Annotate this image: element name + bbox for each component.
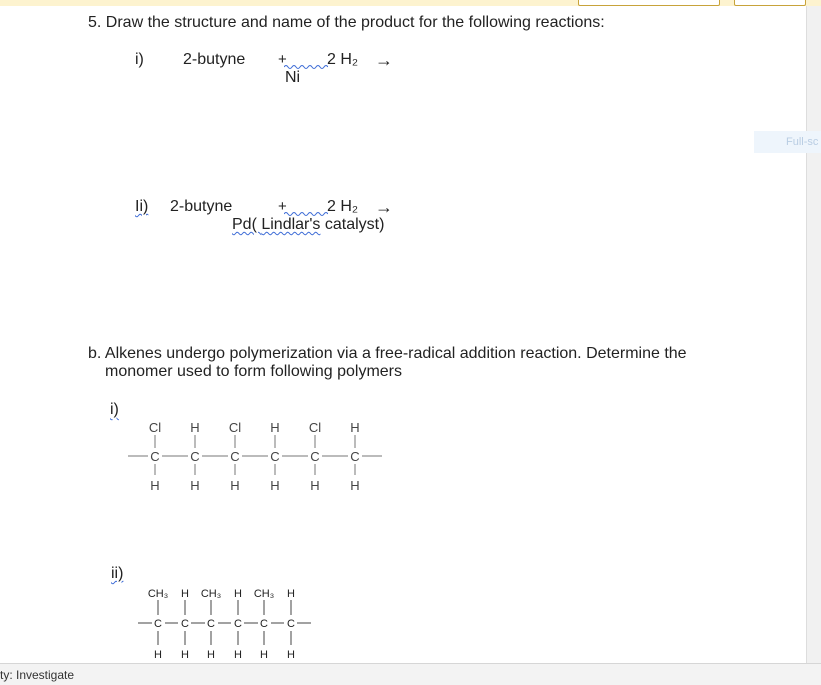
catalyst-prefix: Pd( — [232, 216, 262, 233]
polymer-i-top-2: H — [190, 420, 200, 435]
polymer-ii-structure — [130, 585, 320, 663]
polymer-ii-carbon-5: C — [260, 618, 268, 630]
polymer-i-top-6: H — [350, 420, 360, 435]
polymer-ii-bottom-4: H — [234, 649, 242, 661]
reaction-i-reagent: 2 H₂ — [327, 51, 359, 68]
reaction-i-number: i) — [135, 51, 144, 68]
question-5-heading: 5. Draw the structure and name of the product for the following reactions: — [88, 14, 605, 31]
catalyst-name: Lindlar's — [261, 216, 321, 233]
polymer-i-bottom-4: H — [270, 478, 280, 493]
polymer-i-carbon-1: C — [150, 449, 160, 464]
polymer-i-top-3: Cl — [228, 420, 242, 435]
polymer-ii-carbon-2: C — [181, 618, 189, 630]
fullscreen-button[interactable]: Full-sc — [754, 131, 821, 153]
polymer-i-structure — [120, 415, 390, 495]
reaction-ii-reagent: 2 H₂ — [327, 198, 359, 215]
polymer-i-bottom-3: H — [230, 478, 240, 493]
polymer-ii-top-1: CH₃ — [147, 588, 169, 600]
accessibility-status[interactable]: ty: Investigate — [0, 668, 75, 682]
polymer-i-top-5: Cl — [308, 420, 322, 435]
polymer-ii-bottom-2: H — [181, 649, 189, 661]
polymer-i-carbon-4: C — [270, 449, 280, 464]
polymer-ii-bottom-5: H — [260, 649, 268, 661]
polymer-ii-top-3: CH₃ — [200, 588, 222, 600]
polymer-ii-number: ii) — [111, 565, 124, 582]
polymer-i-bottom-5: H — [310, 478, 320, 493]
polymer-i-carbon-3: C — [230, 449, 240, 464]
polymer-i-carbon-6: C — [350, 449, 360, 464]
polymer-ii-bottom-6: H — [287, 649, 295, 661]
vertical-scrollbar[interactable] — [806, 6, 821, 663]
polymer-i-carbon-5: C — [310, 449, 320, 464]
polymer-i-top-1: Cl — [148, 420, 162, 435]
polymer-ii-carbon-4: C — [234, 618, 242, 630]
polymer-ii-top-6: H — [287, 588, 295, 600]
polymer-i-carbon-2: C — [190, 449, 200, 464]
part-b-line-1: b. Alkenes undergo polymerization via a free-radical addition reaction. Determine the — [88, 345, 687, 362]
reaction-i-plus: + — [278, 51, 287, 68]
polymer-ii-top-4: H — [234, 588, 242, 600]
part-b-line-2: monomer used to form following polymers — [105, 363, 403, 380]
reaction-ii-number: Ii) — [135, 198, 149, 215]
polymer-i-top-4: H — [270, 420, 280, 435]
polymer-ii-bottom-1: H — [154, 649, 162, 661]
polymer-ii-bottom-3: H — [207, 649, 215, 661]
polymer-ii-top-5: CH₃ — [253, 588, 275, 600]
polymer-ii-carbon-3: C — [207, 618, 215, 630]
reaction-i-arrow: → — [375, 50, 393, 70]
reaction-ii-arrow: → — [375, 197, 393, 217]
polymer-ii-carbon-6: C — [287, 618, 295, 630]
reaction-i-catalyst: Ni — [285, 69, 301, 86]
polymer-ii-carbon-1: C — [154, 618, 162, 630]
polymer-i-bottom-2: H — [190, 478, 200, 493]
polymer-i-number: i) — [110, 401, 119, 418]
catalyst-suffix: catalyst) — [320, 216, 385, 233]
reaction-ii-reactant: 2-butyne — [170, 198, 233, 215]
status-bar — [0, 663, 821, 685]
polymer-ii-top-2: H — [181, 588, 189, 600]
polymer-i-bottom-6: H — [350, 478, 360, 493]
reaction-i-reactant: 2-butyne — [183, 51, 246, 68]
reaction-ii-catalyst — [232, 216, 384, 234]
polymer-i-bottom-1: H — [150, 478, 160, 493]
reaction-ii-plus: + — [278, 198, 287, 215]
